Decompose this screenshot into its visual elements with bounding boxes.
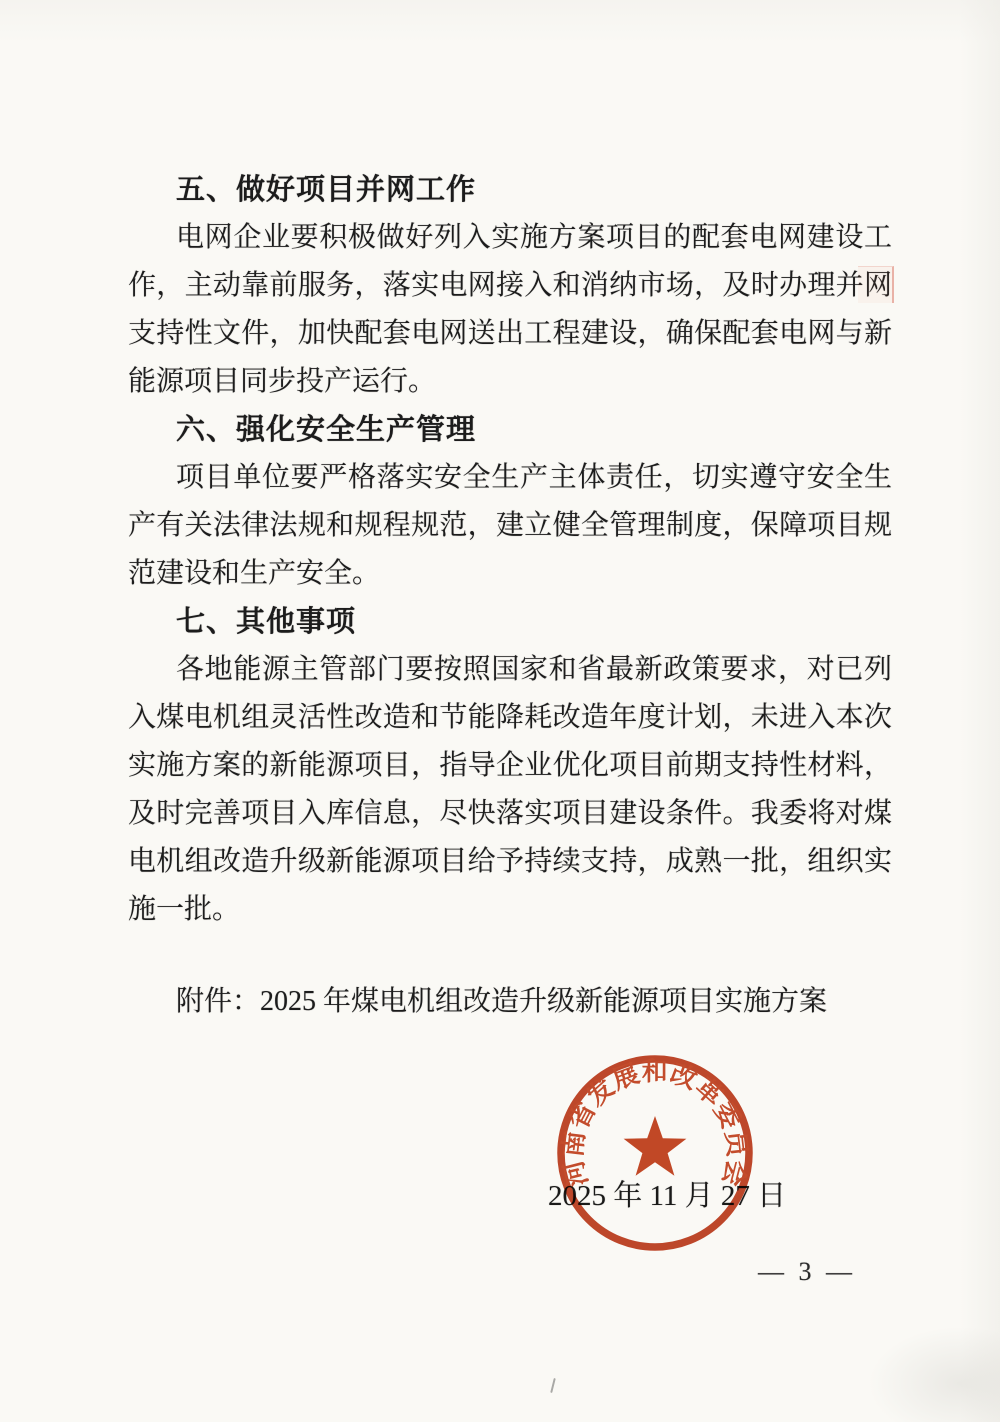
body-line: 作，主动靠前服务，落实电网接入和消纳市场，及时办理并网 (128, 270, 892, 301)
body-line: 能源项目同步投产运行。 (128, 366, 437, 397)
body-line: 入煤电机组灵活性改造和节能降耗改造年度计划，未进入本次 (128, 702, 892, 733)
section-heading: 七、其他事项 (176, 606, 357, 638)
scan-smudge (868, 1326, 1000, 1422)
scan-artifact-red-box (858, 266, 894, 303)
official-seal (550, 1048, 760, 1258)
issue-date: 2025 年 11 月 27 日 (548, 1180, 787, 1212)
body-line: 产有关法律法规和规程规范，建立健全管理制度，保障项目规 (128, 510, 892, 541)
body-line: 施一批。 (128, 894, 241, 925)
section-heading: 五、做好项目并网工作 (176, 174, 477, 206)
attachment-line: 附件：2025 年煤电机组改造升级新能源项目实施方案 (176, 986, 828, 1017)
body-line: 实施方案的新能源项目，指导企业优化项目前期支持性材料， (128, 750, 892, 781)
body-line: 各地能源主管部门要按照国家和省最新政策要求，对已列 (176, 654, 892, 685)
body-line: 范建设和生产安全。 (128, 558, 381, 589)
section-heading: 六、强化安全生产管理 (176, 414, 477, 446)
body-line: 电机组改造升级新能源项目给予持续支持，成熟一批，组织实 (128, 846, 892, 877)
body-line: 电网企业要积极做好列入实施方案项目的配套电网建设工 (176, 222, 892, 253)
body-line: 项目单位要严格落实安全生产主体责任，切实遵守安全生 (176, 462, 892, 493)
page-number: — 3 — (758, 1257, 856, 1286)
body-line: 支持性文件，加快配套电网送出工程建设，确保配套电网与新 (128, 318, 892, 349)
seal-text: 河南省发展和改革委员会 (557, 1056, 753, 1190)
scan-speck (550, 1378, 556, 1393)
document-body (128, 166, 892, 934)
body-line: 及时完善项目入库信息，尽快落实项目建设条件。我委将对煤 (128, 798, 892, 829)
seal-star-icon (624, 1116, 687, 1176)
